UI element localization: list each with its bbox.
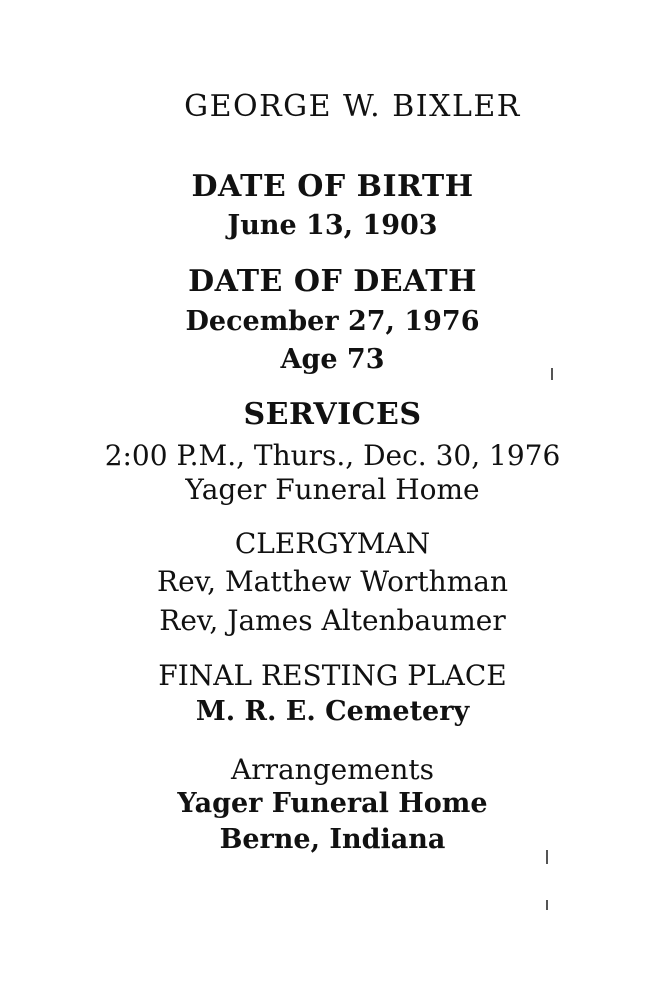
scan-speck (546, 850, 548, 864)
cemetery-name: M. R. E. Cemetery (195, 696, 470, 727)
arrangements-heading: Arrangements (231, 753, 434, 786)
services-heading: SERVICES (243, 397, 422, 432)
services-place: Yager Funeral Home (185, 473, 480, 506)
clergyman-name: Rev, James Altenbaumer (159, 604, 506, 637)
funeral-home-location: Berne, Indiana (219, 824, 446, 855)
clergyman-name: Rev, Matthew Worthman (157, 565, 508, 598)
deceased-name: GEORGE W. BIXLER (184, 89, 521, 124)
scan-speck (551, 368, 553, 380)
clergyman-heading: CLERGYMAN (234, 527, 431, 560)
age: Age 73 (280, 344, 385, 375)
services-time: 2:00 P.M., Thurs., Dec. 30, 1976 (104, 439, 561, 472)
scan-speck (546, 900, 548, 910)
death-heading: DATE OF DEATH (188, 264, 477, 299)
resting-place-heading: FINAL RESTING PLACE (158, 659, 507, 692)
birth-date: June 13, 1903 (227, 210, 438, 241)
birth-heading: DATE OF BIRTH (191, 169, 474, 204)
funeral-home-name: Yager Funeral Home (177, 788, 488, 819)
death-date: December 27, 1976 (185, 306, 480, 337)
